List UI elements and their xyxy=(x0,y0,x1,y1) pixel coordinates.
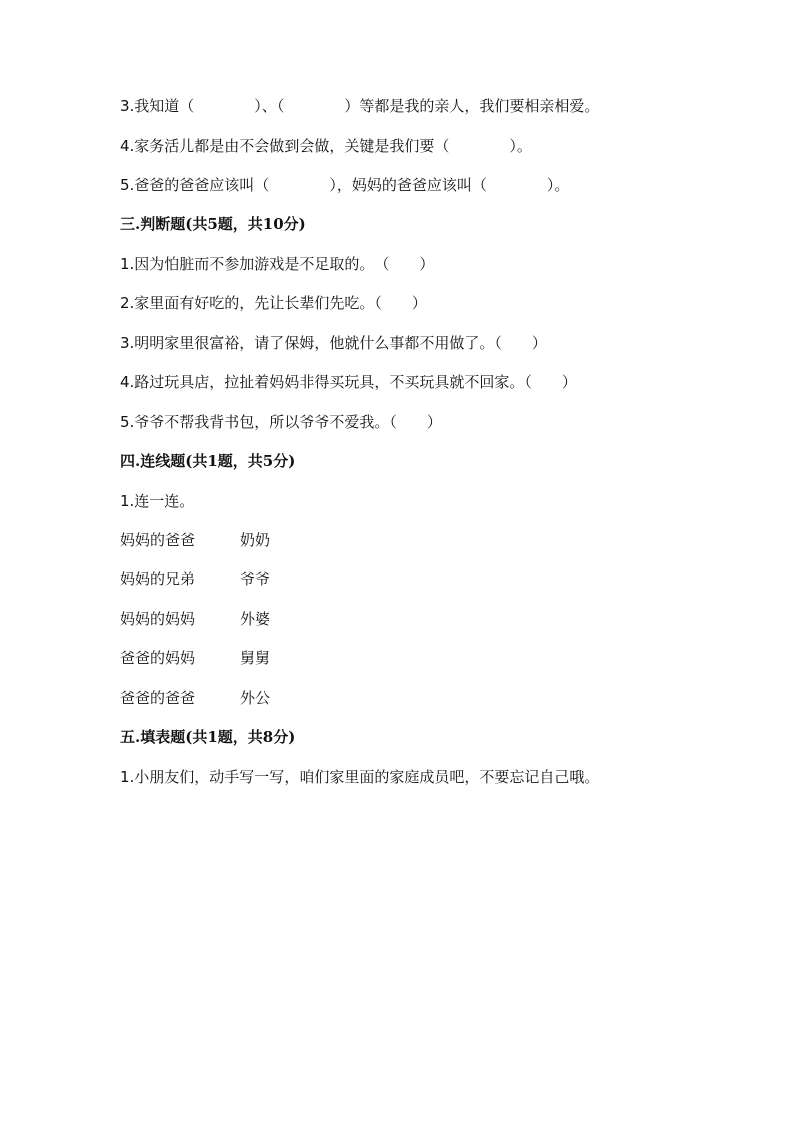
judge-question-1: 1.因为怕脏而不参加游戏是不足取的。 （ ） xyxy=(120,255,435,273)
match-right-item: 外婆 xyxy=(240,610,271,628)
table-question: 1.小朋友们，动手写一写，咱们家里面的家庭成员吧，不要忘记自己哦。 xyxy=(120,768,600,786)
match-right-item: 爷爷 xyxy=(240,570,271,588)
judge-question-4: 4.路过玩具店，拉扯着妈妈非得买玩具，不买玩具就不回家。（ ） xyxy=(120,373,577,391)
judge-section-heading: 三.判断题(共5题，共10分) xyxy=(120,215,306,233)
match-left-item: 爸爸的爸爸 xyxy=(120,689,196,707)
table-section-heading: 五.填表题(共1题，共8分) xyxy=(120,728,296,746)
fill-question-3: 3.我知道（ ）、（ ）等都是我的亲人，我们要相亲相爱。 xyxy=(120,97,600,115)
judge-question-5: 5.爷爷不帮我背书包，所以爷爷不爱我。（ ） xyxy=(120,413,442,431)
match-right-item: 舅舅 xyxy=(240,649,271,667)
match-right-item: 奶奶 xyxy=(240,531,271,549)
match-left-item: 妈妈的爸爸 xyxy=(120,531,196,549)
fill-question-4: 4.家务活儿都是由不会做到会做，关键是我们要（ ）。 xyxy=(120,137,532,155)
match-left-item: 爸爸的妈妈 xyxy=(120,649,196,667)
fill-question-5: 5.爸爸的爸爸应该叫（ ），妈妈的爸爸应该叫（ ）。 xyxy=(120,176,570,194)
match-right-item: 外公 xyxy=(240,689,271,707)
match-question: 1.连一连。 xyxy=(120,492,195,510)
match-left-item: 妈妈的妈妈 xyxy=(120,610,196,628)
judge-question-3: 3.明明家里很富裕，请了保姆，他就什么事都不用做了。（ ） xyxy=(120,334,547,352)
match-left-item: 妈妈的兄弟 xyxy=(120,570,196,588)
judge-question-2: 2.家里面有好吃的，先让长辈们先吃。（ ） xyxy=(120,294,427,312)
match-section-heading: 四.连线题(共1题，共5分) xyxy=(120,452,296,470)
